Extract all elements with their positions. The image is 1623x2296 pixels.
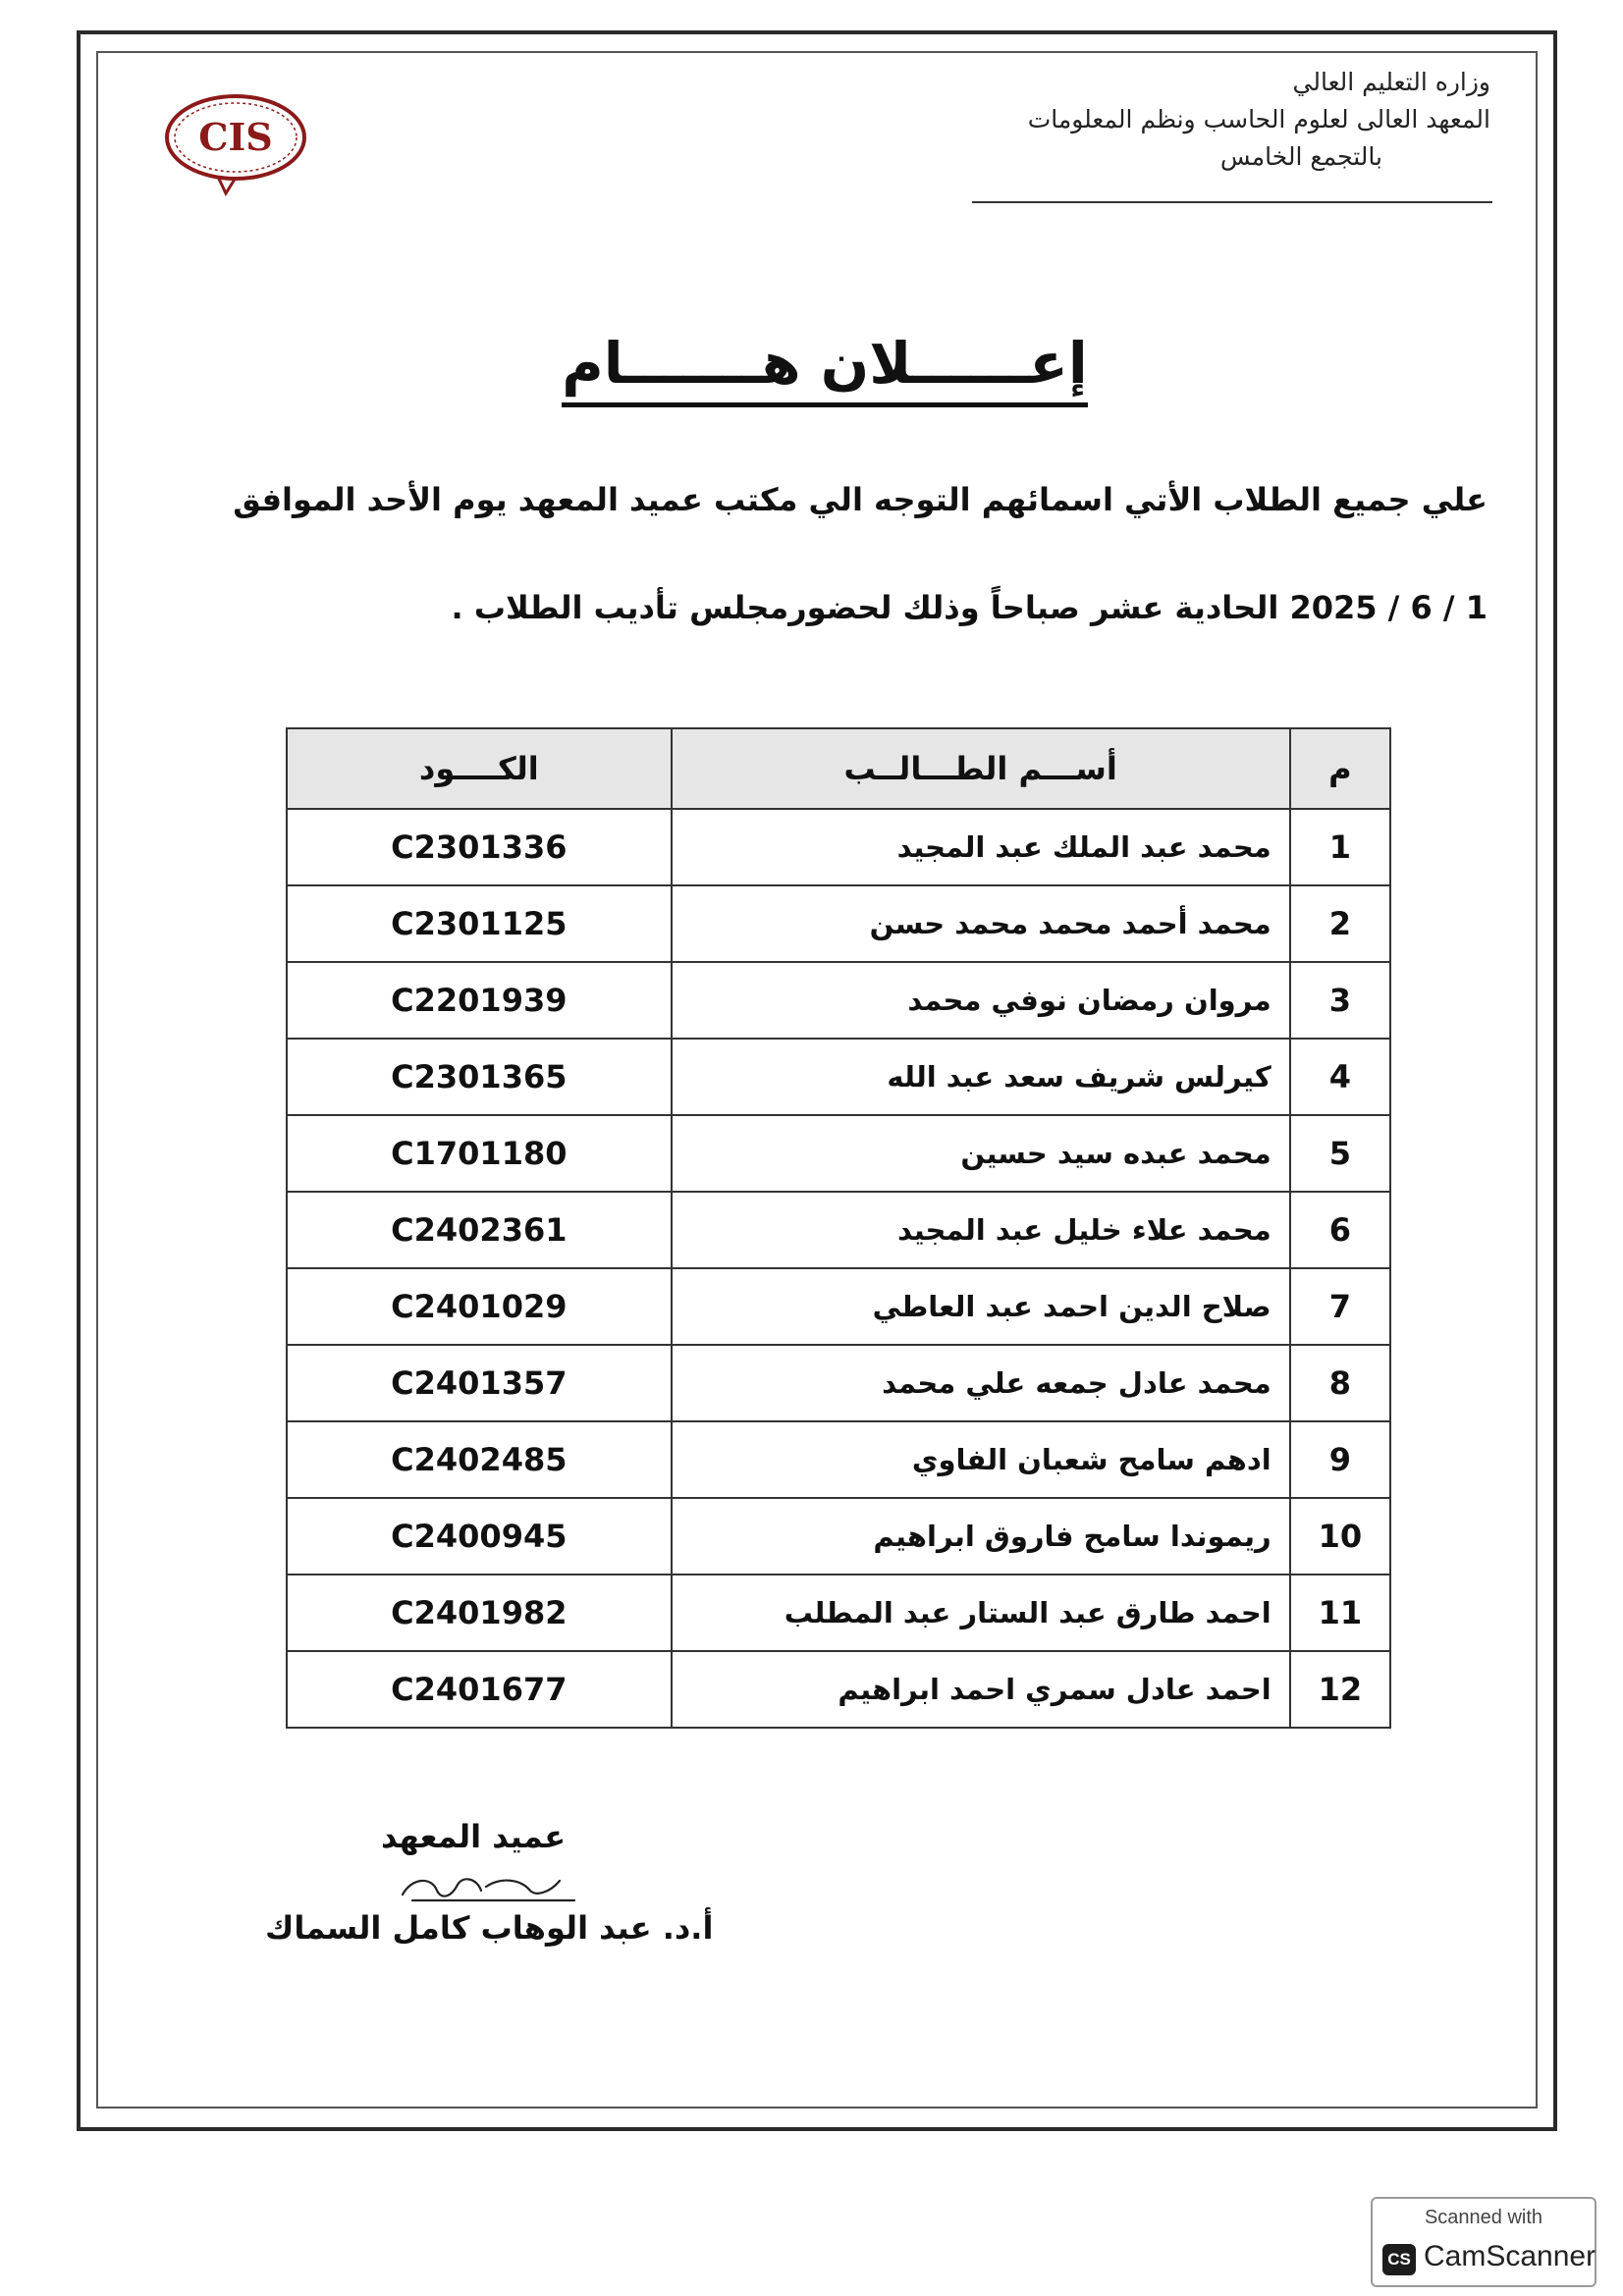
row-name: محمد عبد الملك عبد المجيد [672, 809, 1290, 885]
ministry-line: وزاره التعليم العالي [1292, 68, 1490, 96]
institution-header [1028, 64, 1490, 176]
row-code: C2401982 [287, 1575, 672, 1651]
row-num: 11 [1290, 1575, 1390, 1651]
row-num: 5 [1290, 1115, 1390, 1192]
institute-line: المعهد العالى لعلوم الحاسب ونظم المعلومات [1027, 105, 1490, 133]
row-num: 2 [1290, 885, 1390, 962]
watermark-brand-text: CamScanner [1424, 2240, 1596, 2272]
row-name: محمد علاء خليل عبد المجيد [672, 1192, 1290, 1268]
row-name: احمد طارق عبد الستار عبد المطلب [672, 1575, 1290, 1651]
signature-title: عميد المعهد [381, 1818, 567, 1855]
row-num: 8 [1290, 1345, 1390, 1421]
row-num: 10 [1290, 1498, 1390, 1575]
row-num: 7 [1290, 1268, 1390, 1345]
row-num: 1 [1290, 809, 1390, 885]
row-name: محمد عادل جمعه علي محمد [672, 1345, 1290, 1421]
table-row [287, 885, 1390, 962]
row-num: 4 [1290, 1039, 1390, 1115]
table-header-row [287, 728, 1390, 809]
table-row [287, 1498, 1390, 1575]
row-name: كيرلس شريف سعد عبد الله [672, 1039, 1290, 1115]
students-table [286, 727, 1391, 1729]
row-code: C2301125 [287, 885, 672, 962]
header-num: م [1290, 728, 1390, 809]
header-divider [972, 201, 1492, 203]
announcement-title-text: إعــــــلان هـــــــام [562, 330, 1087, 407]
header-name: أســـم الطـــالــب [672, 728, 1290, 809]
body-line-2: 1 / 6 / 2025 الحادية عشر صباحاً وذلك لحضورمجلس تأديب الطلاب . [451, 589, 1488, 626]
row-code: C2201939 [287, 962, 672, 1039]
location-line: بالتجمع الخامس [1219, 142, 1382, 171]
row-num: 3 [1290, 962, 1390, 1039]
table-row [287, 1268, 1390, 1345]
row-num: 6 [1290, 1192, 1390, 1268]
table-row [287, 1575, 1390, 1651]
header-code: الكــــود [287, 728, 672, 809]
table-row [287, 1421, 1390, 1498]
watermark-top-text: Scanned with [1424, 2207, 1543, 2228]
row-code: C2400945 [287, 1498, 672, 1575]
row-name: ريموندا سامح فاروق ابراهيم [672, 1498, 1290, 1575]
camscanner-watermark [1371, 2197, 1596, 2287]
row-num: 12 [1290, 1651, 1390, 1728]
table-row [287, 1039, 1390, 1115]
row-name: ادهم سامح شعبان الفاوي [672, 1421, 1290, 1498]
table-row [287, 809, 1390, 885]
row-num: 9 [1290, 1421, 1390, 1498]
row-name: صلاح الدين احمد عبد العاطي [672, 1268, 1290, 1345]
row-code: C1701180 [287, 1115, 672, 1192]
institute-logo [157, 83, 314, 201]
row-code: C2401029 [287, 1268, 672, 1345]
table-row [287, 1345, 1390, 1421]
row-code: C2401677 [287, 1651, 672, 1728]
row-code: C2402361 [287, 1192, 672, 1268]
row-code: C2301365 [287, 1039, 672, 1115]
row-code: C2402485 [287, 1421, 672, 1498]
camscanner-icon: CS [1382, 2244, 1416, 2275]
table-row [287, 1115, 1390, 1192]
row-code: C2401357 [287, 1345, 672, 1421]
row-name: محمد أحمد محمد محمد حسن [672, 885, 1290, 962]
logo-text: CIS [198, 115, 273, 159]
handwritten-signature [393, 1867, 589, 1906]
row-name: احمد عادل سمري احمد ابراهيم [672, 1651, 1290, 1728]
row-code: C2301336 [287, 809, 672, 885]
table-row [287, 1192, 1390, 1268]
announcement-title [511, 329, 1139, 398]
signatory-name: أ.د. عبد الوهاب كامل السماك [265, 1909, 714, 1947]
table-row [287, 1651, 1390, 1728]
row-name: مروان رمضان نوفي محمد [672, 962, 1290, 1039]
table-row [287, 962, 1390, 1039]
body-line-1: علي جميع الطلاب الأتي اسمائهم التوجه الي مكتب عميد المعهد يوم الأحد الموافق [233, 481, 1488, 518]
row-name: محمد عبده سيد حسين [672, 1115, 1290, 1192]
